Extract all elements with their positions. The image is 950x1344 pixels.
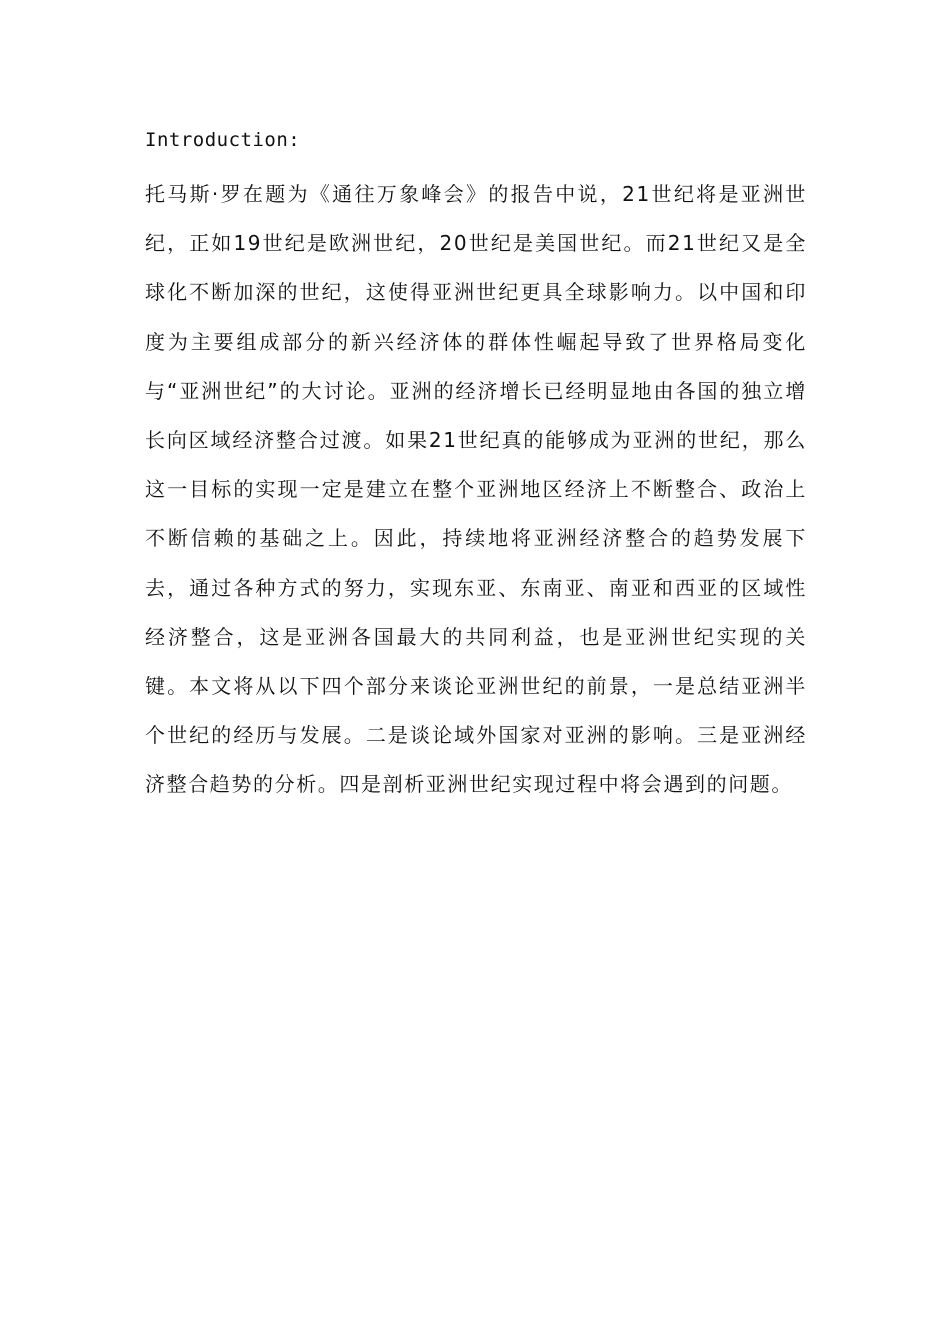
document-content [145, 122, 807, 810]
introduction-paragraph: 托马斯·罗在题为《通往万象峰会》的报告中说，21世纪将是亚洲世纪，正如19世纪是欧洲世纪，20世纪是美国世纪。而21世纪又是全球化不断加深的世纪，这使得亚洲世纪更具全球影响力。以中国和印度为主要组成部分的新兴经济体的群体性崛起导致了世界格局变化与“亚洲世纪”的大讨论。亚洲的经济增长已经明显地由各国的独立增长向区域经济整合过渡。如果21世纪真的能够成为亚洲的世纪，那么这一目标的实现一定是建立在整个亚洲地区经济上不断整合、政治上不断信赖的基础之上。因此，持续地将亚洲经济整合的趋势发展下去，通过各种方式的努力，实现东亚、东南亚、南亚和西亚的区域性经济整合，这是亚洲各国最大的共同利益，也是亚洲世纪实现的关键。本文将从以下四个部分来谈论亚洲世纪的前景，一是总结亚洲半个世纪的经历与发展。二是谈论域外国家对亚洲的影响。三是亚洲经济整合趋势的分析。四是剖析亚洲世纪实现过程中将会遇到的问题。 [145, 182, 807, 797]
section-heading: Introduction: [145, 129, 301, 151]
